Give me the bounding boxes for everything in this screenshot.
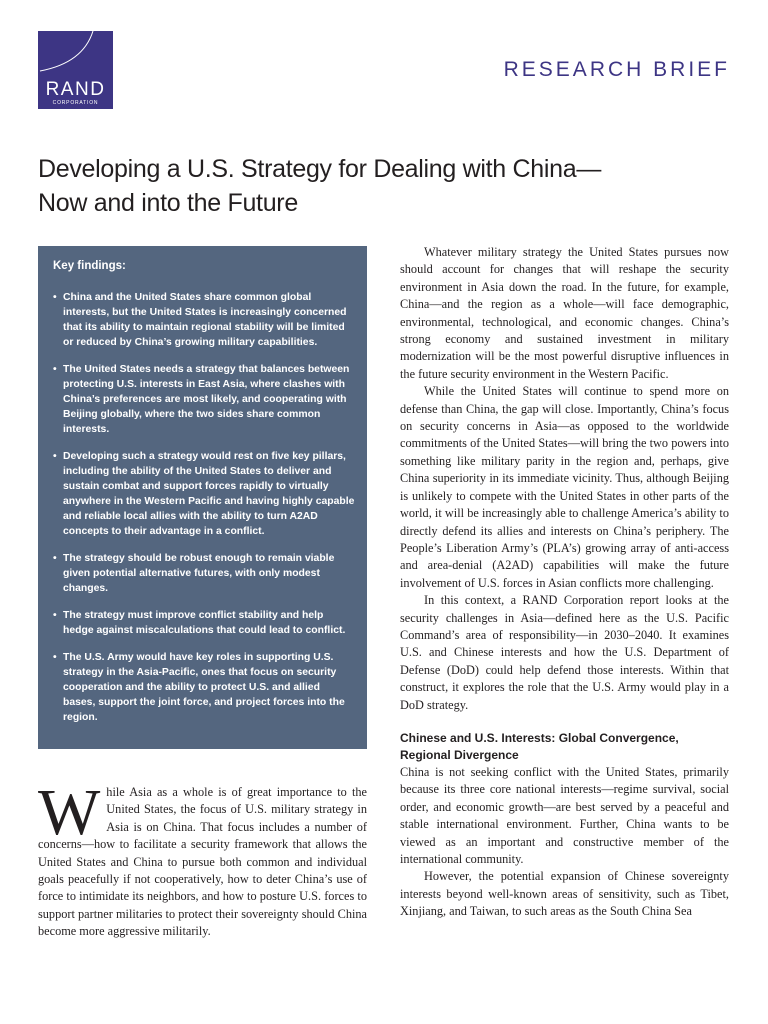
- finding-item: • Developing such a strategy would rest on five key pillars, including the ability of the United States to deliver and sustain combat and support forces rapidly to virtually anywhere in the Western Pacific and having highly capable and reliable local allies with the ability to turn A2AD concepts to their advantage in a conflict.: [53, 449, 355, 539]
- finding-item: • The United States needs a strategy that balances between protecting U.S. interests in East Asia, where clashes with China’s preferences are most likely, and cooperating with Beijing globally, where the two sides share common interests.: [53, 362, 355, 437]
- body-paragraph: In this context, a RAND Corporation report looks at the security challenges in Asia—defined here as the U.S. Pacific Command’s area of responsibility—in 2030–2040. It examines U.S. and Chinese interests and how the U.S. Department of Defense (DoD) could help defend those interests. Within that construct, it explores the role that the U.S. Army would play in a DoD strategy.: [400, 593, 729, 712]
- rand-logo: [38, 31, 113, 109]
- title-line-1: Developing a U.S. Strategy for Dealing with China—: [38, 155, 602, 183]
- series-label: RESEARCH BRIEF: [503, 58, 730, 81]
- finding-item: • The U.S. Army would have key roles in supporting U.S. strategy in the Asia-Pacific, ones that focus on security cooperation and the ability to protect U.S. and allied bases, support the joint force, and project forces into the region.: [53, 650, 355, 725]
- logo-name: RAND: [45, 79, 106, 100]
- body-paragraph: However, the potential expansion of Chinese sovereignty interests beyond well-known areas of sensitivity, such as Tibet, Xinjiang, and Taiwan, to such areas as the South China Sea: [400, 869, 729, 919]
- body-column: [400, 244, 729, 921]
- title-line-2: Now and into the Future: [38, 189, 298, 217]
- intro-text: hile Asia as a whole is of great importance to the United States, the focus of U.S. military strategy in Asia is on China. That focus includes a number of concerns—how to facilitate a security framework that allows the United States and China to pursue both common and individual goals peacefully if not cooperatively, how to deter China’s use of force to intimidate its neighbors, and how to posture U.S. forces to support partner militaries to protect their sovereignty should China become more aggressive militarily.: [38, 785, 367, 939]
- finding-item: • China and the United States share common global interests, but the United States is increasingly concerned that its ability to maintain regional stability will be limited or reduced by China’s growing military capabilities.: [53, 290, 355, 350]
- body-paragraph: While the United States will continue to spend more on defense than China, the gap will close. Importantly, China’s focus on security concerns in Asia—as opposed to the worldwide commitments of the United States—will bring the two powers into something like military parity in the region and, perhaps, give China superiority in its immediate vicinity. Thus, although Beijing is unlikely to compete with the United States in other parts of the world, it will be increasingly able to challenge America’s ability to directly defend its allies and interests on China’s periphery. The People’s Liberation Army’s (PLA’s) growing array of anti-access and area-denial (A2AD) capabilities will make the future involvement of U.S. forces in Asian conflicts more challenging.: [400, 384, 729, 590]
- drop-cap: W: [38, 776, 101, 849]
- body-paragraph: Whatever military strategy the United States pursues now should account for changes that will reshape the security environment in Asia down the road. In the future, for example, China—and the region as a whole—will face demographic, environmental, technological, and economic changes. China’s strong economy and sustained investment in military modernization will be the most powerful disruptive influences in the future security environment in the Western Pacific.: [400, 245, 729, 381]
- key-findings-list: [53, 290, 355, 725]
- page-title: [38, 152, 718, 220]
- section-heading: Chinese and U.S. Interests: Global Convergence, Regional Divergence: [400, 730, 679, 762]
- key-findings-heading: Key findings:: [53, 260, 126, 272]
- finding-item: • The strategy must improve conflict stability and help hedge against miscalculations that could lead to conflict.: [53, 608, 355, 638]
- intro-paragraph: [38, 776, 367, 941]
- logo-subtitle: CORPORATION: [52, 100, 99, 106]
- body-paragraph: China is not seeking conflict with the United States, primarily because its three core national interests—regime survival, social order, and economic growth—are best served by a peaceful and stable international environment. Further, China wants to be viewed as an important and constructive member of the international community.: [400, 764, 729, 866]
- finding-item: • The strategy should be robust enough to remain viable given potential alternative futures, with only modest changes.: [53, 551, 355, 596]
- key-findings-box: [38, 246, 367, 749]
